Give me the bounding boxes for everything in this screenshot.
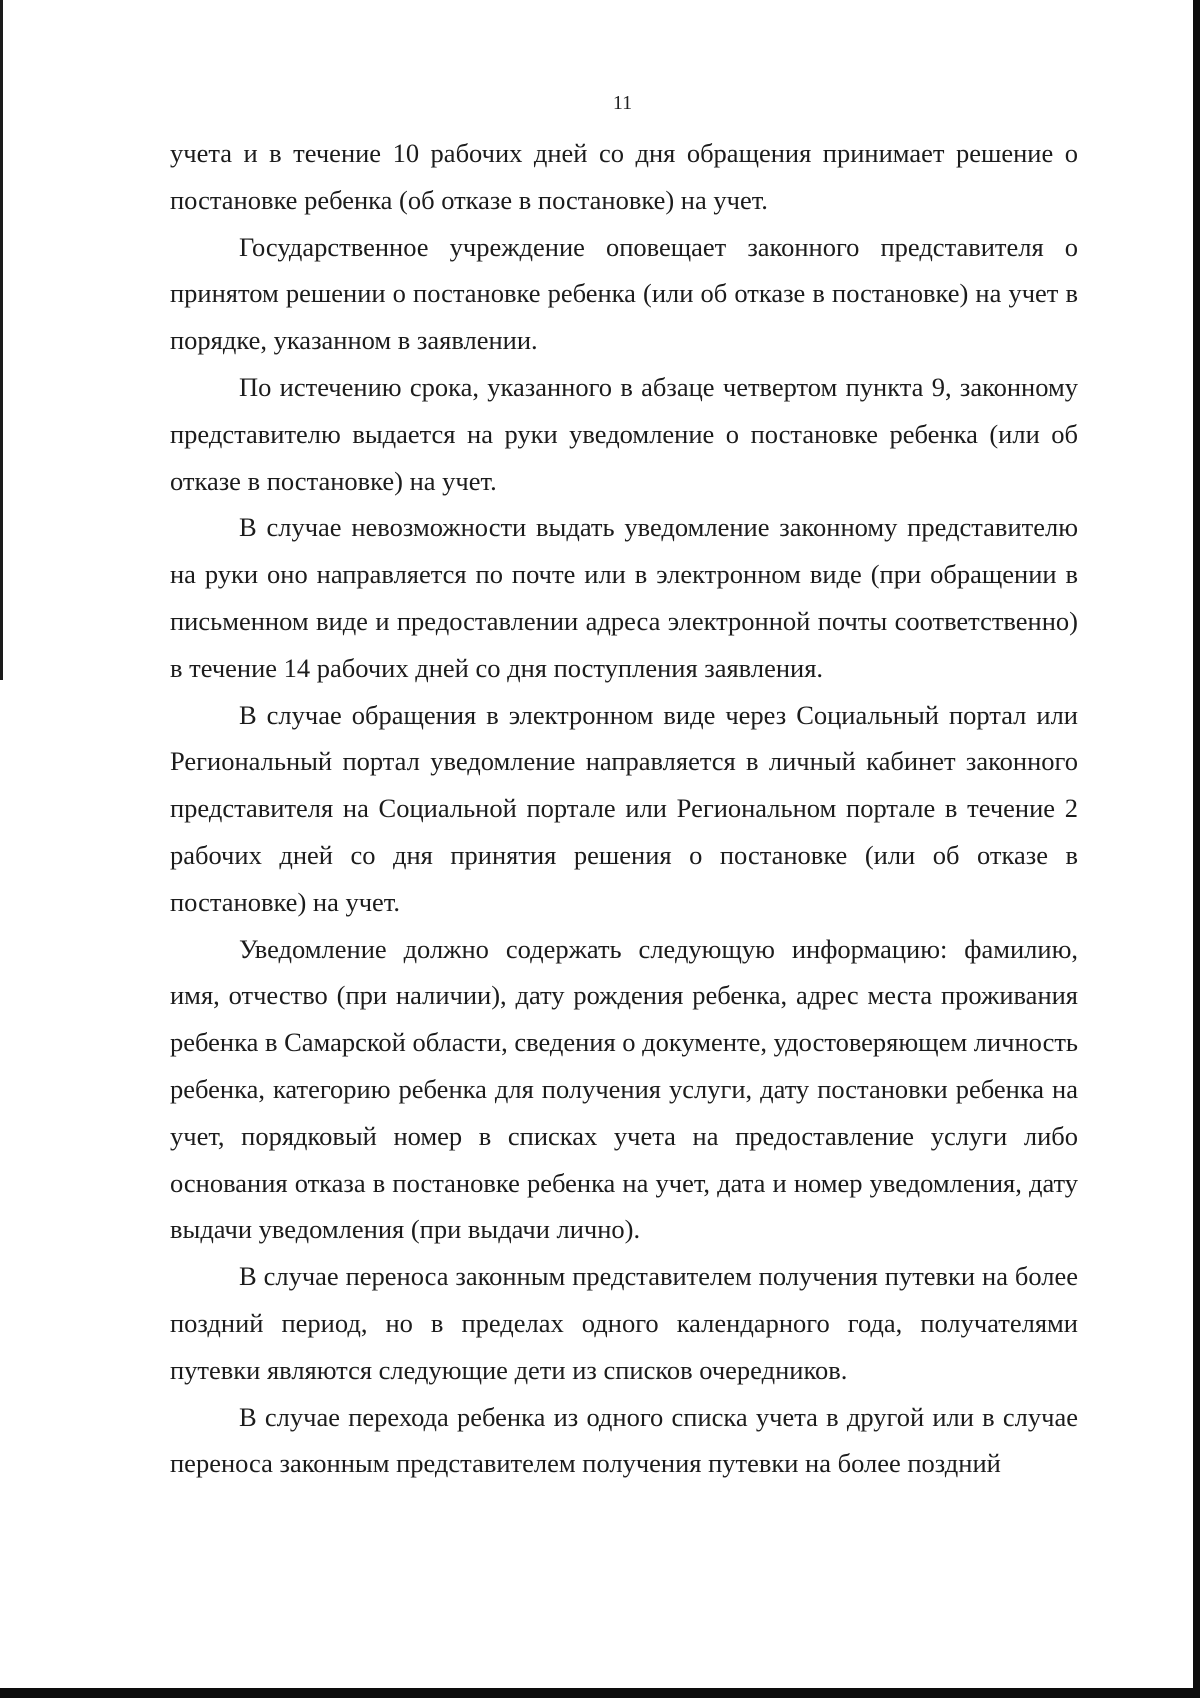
paragraph-postponement: В случае переноса законным представителем получения путевки на более поздний период, но в пределах одного календарного года, получателями путевки являются следующие дети из списков очередников. bbox=[170, 1261, 1078, 1385]
paragraph-notification-of-decision: Государственное учреждение оповещает законного представителя о принятом решении о постановке ребенка (или об отказе в постановке) на учет в порядке, указанном в заявлении. bbox=[170, 231, 1078, 356]
scan-border-right bbox=[1193, 0, 1200, 1698]
page-number: 11 bbox=[612, 92, 633, 114]
paragraph-issue-in-person: По истечению срока, указанного в абзаце четвертом пункта 9, законному представителю выдается на руки уведомление о постановке ребенка (или об отказе в постановке) на учет. bbox=[170, 371, 1078, 496]
document-body bbox=[170, 130, 1078, 1487]
scan-border-bottom bbox=[0, 1688, 1200, 1698]
paragraph-portal-cabinet: В случае обращения в электронном виде через Социальный портал или Региональный портал уведомление направляется в личный кабинет законного представителя на Социальной портале или Региональном портале в течение 2 рабочих дней со дня принятия решения о постановке (или об отказе в постановке) на учет. bbox=[170, 699, 1078, 917]
paragraph-list-transfer: В случае перехода ребенка из одного списка учета в другой или в случае переноса законным представителем получения путевки на более поздний bbox=[170, 1401, 1078, 1479]
paragraph-notification-contents: Уведомление должно содержать следующую информацию: фамилию, имя, отчество (при наличии), дату рождения ребенка, адрес места проживания ребенка в Самарской области, сведения о документе, удостоверяющем личность ребенка, категорию ребенка для получения услуги, дату постановки ребенка на учет, порядковый номер в списках учета на предоставление услуги либо основания отказа в постановке ребенка на учет, дата и номер уведомления, дату выдачи уведомления (при выдачи лично). bbox=[170, 933, 1078, 1245]
paragraph-mail-or-electronic: В случае невозможности выдать уведомление законному представителю на руки оно направляется по почте или в электронном виде (при обращении в письменном виде и предоставлении адреса электронной почты соответственно) в течение 14 рабочих дней со дня поступления заявления. bbox=[170, 512, 1078, 683]
paragraph-continuation: учета и в течение 10 рабочих дней со дня обращения принимает решение о постановке ребенка (об отказе в постановке) на учет. bbox=[170, 138, 1078, 215]
